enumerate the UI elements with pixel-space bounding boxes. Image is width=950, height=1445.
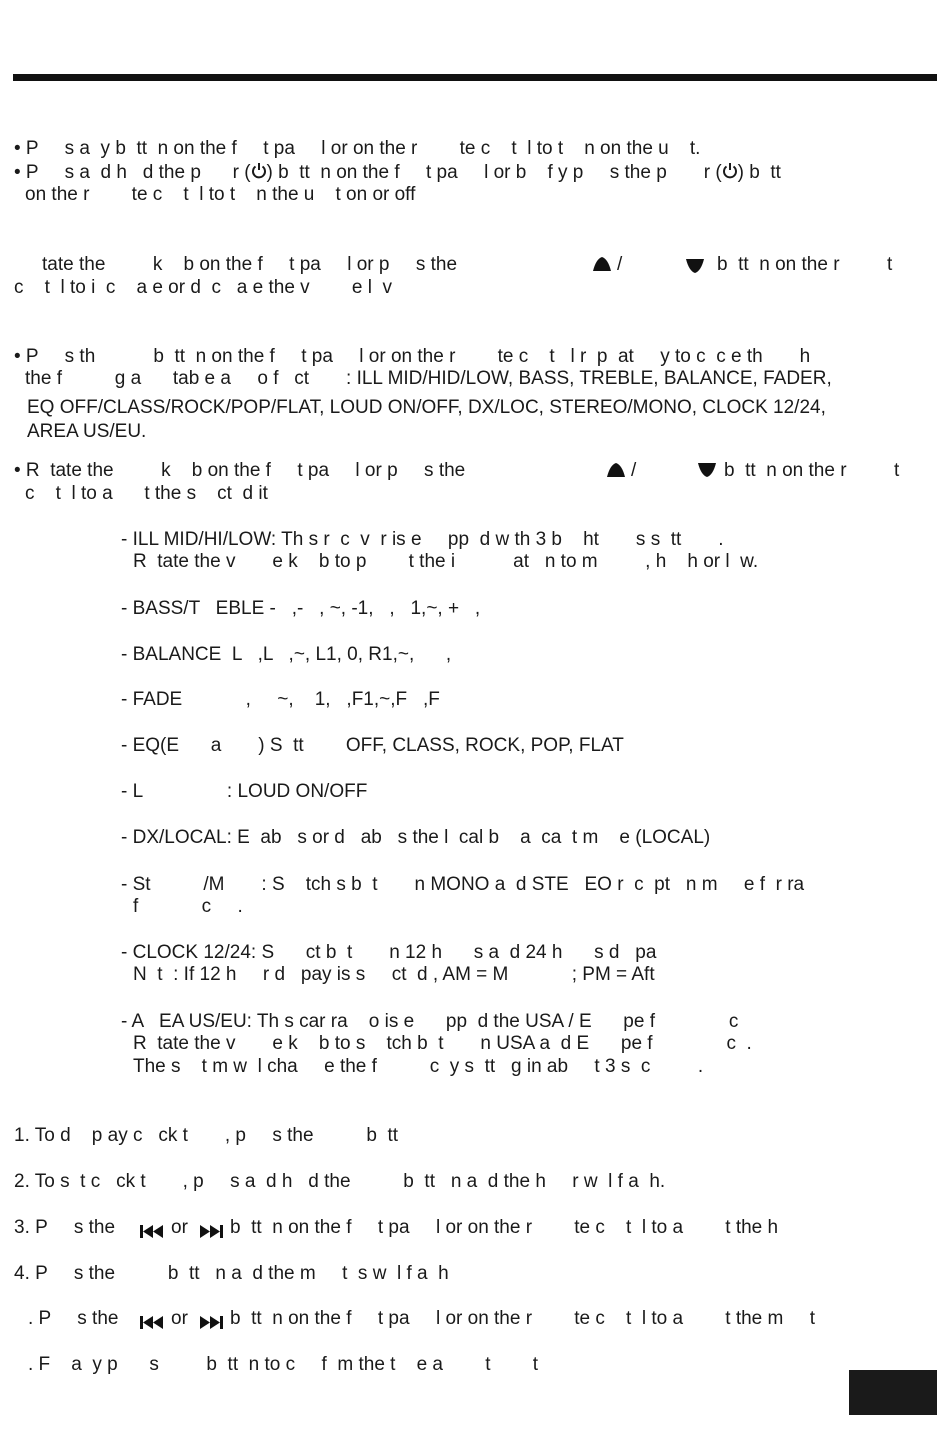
- setting-balance: - BALANCE L ,L ,~, L1, 0, R1,~, ,: [121, 644, 452, 665]
- skip-next-icon: [200, 1222, 223, 1244]
- menu-bullet2-text-b: b tt n on the r t: [724, 460, 900, 481]
- power-hold-text-c: ) b tt: [737, 162, 781, 184]
- arrow-down-icon: [685, 258, 705, 280]
- volume-text-a: tate the k b on the f t pa l or p s the: [42, 254, 458, 275]
- volume-text-b: b tt n on the r t: [717, 254, 893, 275]
- setting-area-line1: - A EA US/EU: Th s car ra o is e pp d the USA / E pe f c: [121, 1011, 739, 1032]
- clock-step-2: 2. To s t c ck t , p s a d h d the b tt n a d the h r w l f a h.: [14, 1171, 666, 1192]
- clock-step-3-or: or: [171, 1217, 188, 1238]
- power-continue-line: on the r te c t l to t n the u t on or off: [25, 184, 416, 205]
- menu-bullet2-line2: c t l to a t the s ct d it: [25, 483, 268, 504]
- power-hold-text-a: • P s a d h d the p r (: [14, 162, 251, 184]
- menu-bullet2-text-a: • R tate the k b on the f t pa l or p s the: [14, 460, 466, 481]
- setting-eq: - EQ(E a ) S tt OFF, CLASS, ROCK, POP, FLAT: [121, 735, 624, 756]
- setting-bass-treble: - BASS/T EBLE - ,- , ~, -1, , 1,~, + ,: [121, 598, 481, 619]
- menu-bullet2-sep: /: [631, 460, 637, 481]
- skip-previous-icon: [140, 1313, 163, 1335]
- setting-clock-line1: - CLOCK 12/24: S ct b t n 12 h s a d 24 h s d pa: [121, 942, 657, 963]
- clock-step-5-text-a: . P s the: [28, 1308, 119, 1329]
- setting-fader: - FADE , ~, 1, ,F1,~,F ,F: [121, 689, 440, 710]
- power-icon: [251, 161, 267, 185]
- clock-step-5-or: or: [171, 1308, 188, 1329]
- header-rule: [13, 74, 937, 81]
- skip-previous-icon: [140, 1222, 163, 1244]
- volume-sep: /: [617, 254, 623, 275]
- setting-area-line3: The s t m w l cha e the f c y s tt g in ab t 3 s c .: [133, 1056, 704, 1077]
- power-icon: [722, 161, 738, 185]
- clock-step-6: . F a y p s b tt n to c f m the t e a t t: [28, 1354, 538, 1375]
- setting-loud: - L : LOUD ON/OFF: [121, 781, 368, 802]
- clock-step-3-text-b: b tt n on the f t pa l or on the r te c t l to a t the h: [230, 1217, 779, 1238]
- setting-ill-line2: R tate the v e k b to p t the i at n to m , h h or l w.: [133, 551, 759, 572]
- menu-bullet1-line2: the f g a tab e a o f ct : ILL MID/HID/LOW, BASS, TREBLE, BALANCE, FADER,: [25, 368, 832, 389]
- setting-dx-local: - DX/LOCAL: E ab s or d ab s the l cal b a ca t m e (LOCAL): [121, 827, 711, 848]
- power-on-line: • P s a y b tt n on the f t pa l or on the r te c t l to t n on the u t.: [14, 138, 701, 159]
- power-hold-text-b: ) b tt n on the f t pa l or b f y p s the p r (: [266, 162, 722, 184]
- clock-step-4: 4. P s the b tt n a d the m t s w l f a h: [14, 1263, 449, 1284]
- menu-bullet1-line4: AREA US/EU.: [27, 421, 147, 442]
- setting-area-line2: R tate the v e k b to s tch b t n USA a d E pe f c .: [133, 1033, 752, 1054]
- clock-step-1: 1. To d p ay c ck t , p s the b tt: [14, 1125, 399, 1146]
- clock-step-3-text-a: 3. P s the: [14, 1217, 116, 1238]
- arrow-up-icon: [592, 256, 612, 278]
- setting-stereo-line1: - St /M : S tch s b t n MONO a d STE EO r c pt n m e f r ra: [121, 874, 805, 895]
- skip-next-icon: [200, 1313, 223, 1335]
- volume-text-line2: c t l to i c a e or d c a e the v e l v: [14, 277, 393, 298]
- arrow-up-icon: [606, 462, 626, 484]
- clock-step-5-text-b: b tt n on the f t pa l or on the r te c t l to a t the m t: [230, 1308, 816, 1329]
- setting-ill-line1: - ILL MID/HI/LOW: Th s r c v r is e pp d w th 3 b ht s s tt .: [121, 529, 724, 550]
- arrow-down-icon: [697, 462, 717, 484]
- menu-bullet1-line1: • P s th b tt n on the f t pa l or on the r te c t l r p at y to c c e th h: [14, 346, 811, 367]
- setting-stereo-line2: f c .: [133, 896, 243, 917]
- power-hold-line: [14, 161, 781, 185]
- page-number-box: [849, 1370, 937, 1415]
- setting-clock-line2: N t : If 12 h r d pay is s ct d , AM = M ; PM = Aft: [133, 964, 655, 985]
- menu-bullet1-line3: EQ OFF/CLASS/ROCK/POP/FLAT, LOUD ON/OFF, DX/LOC, STEREO/MONO, CLOCK 12/24,: [27, 397, 826, 418]
